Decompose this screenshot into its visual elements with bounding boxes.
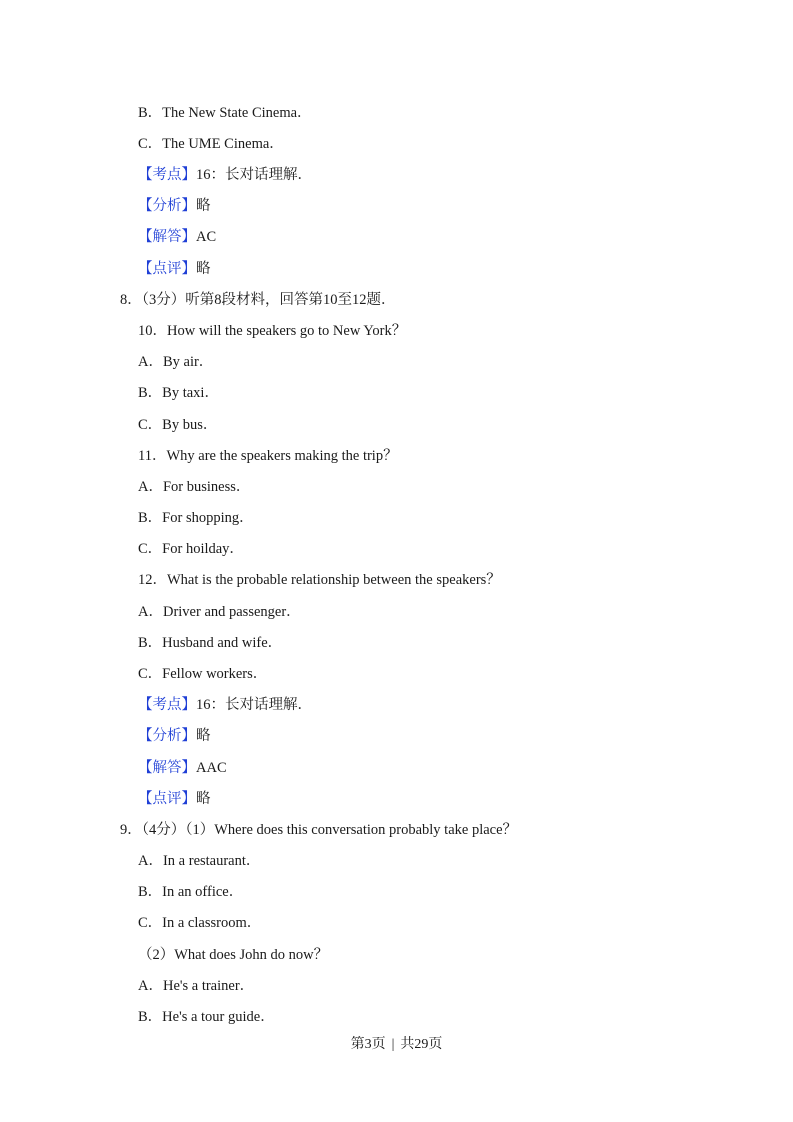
question-line xyxy=(138,883,243,901)
section-tag: 【分析】 xyxy=(138,728,196,744)
line-text: A．For business． xyxy=(138,479,251,495)
answer-line xyxy=(138,260,211,278)
line-text: 11．Why are the speakers making the trip？ xyxy=(138,448,398,464)
question-line xyxy=(138,914,261,932)
line-text: B．He's a tour guide． xyxy=(138,1009,275,1025)
answer-line xyxy=(138,696,312,714)
footer-separator: | xyxy=(391,1037,395,1052)
question-line xyxy=(138,509,254,527)
section-tag: 【考点】 xyxy=(138,167,196,183)
line-text: AAC xyxy=(196,760,227,776)
question-line xyxy=(138,540,244,558)
section-tag: 【点评】 xyxy=(138,261,196,277)
line-text: C．Fellow workers． xyxy=(138,666,268,682)
question-line xyxy=(138,977,254,995)
line-text: 16：长对话理解． xyxy=(196,167,312,183)
section-tag: 【解答】 xyxy=(138,760,196,776)
question-line xyxy=(138,634,282,652)
question-line xyxy=(138,946,328,964)
line-text: B．For shopping． xyxy=(138,510,254,526)
line-text: B．The New State Cinema． xyxy=(138,105,312,121)
line-text: 16：长对话理解． xyxy=(196,697,312,713)
line-text: C．For hoilday． xyxy=(138,541,244,557)
question-line xyxy=(138,135,284,153)
line-text: 略 xyxy=(196,791,211,807)
line-text: AC xyxy=(196,229,217,245)
answer-line xyxy=(138,166,312,184)
line-text: 8．（3分）听第8段材料，回答第10至12题． xyxy=(120,292,396,308)
line-text: 12．What is the probable relationship between the speakers？ xyxy=(138,572,501,588)
question-line xyxy=(138,447,398,465)
line-text: 略 xyxy=(196,198,211,214)
question-line xyxy=(138,384,219,402)
answer-line xyxy=(138,727,211,745)
question-line xyxy=(120,821,517,839)
line-text: B．Husband and wife． xyxy=(138,635,283,651)
line-text: C．In a classroom． xyxy=(138,915,262,931)
question-line xyxy=(120,291,396,309)
line-text: C．The UME Cinema． xyxy=(138,136,284,152)
section-tag: 【解答】 xyxy=(138,229,196,245)
question-line xyxy=(138,571,501,589)
line-text: A．Driver and passenger． xyxy=(138,604,301,620)
page-number-total: 共29页 xyxy=(400,1037,443,1052)
section-tag: 【考点】 xyxy=(138,697,196,713)
question-line xyxy=(138,1008,275,1026)
line-text: 10．How will the speakers go to New York？ xyxy=(138,323,407,339)
line-text: 略 xyxy=(196,728,211,744)
page-footer xyxy=(0,1036,793,1054)
answer-line xyxy=(138,228,216,246)
question-line xyxy=(138,603,301,621)
page-number-current: 第3页 xyxy=(350,1037,386,1052)
line-text: A．In a restaurant． xyxy=(138,853,261,869)
line-text: （2）What does John do now？ xyxy=(138,947,329,963)
section-tag: 【分析】 xyxy=(138,198,196,214)
question-line xyxy=(138,322,406,340)
question-line xyxy=(138,478,250,496)
answer-line xyxy=(138,790,211,808)
line-text: B．By taxi． xyxy=(138,385,219,401)
question-line xyxy=(138,104,312,122)
question-line xyxy=(138,416,217,434)
line-text: A．By air． xyxy=(138,354,214,370)
section-tag: 【点评】 xyxy=(138,791,196,807)
answer-line xyxy=(138,197,211,215)
line-text: 9．（4分）（1）Where does this conversation probably take place？ xyxy=(120,822,518,838)
line-text: A．He's a trainer． xyxy=(138,978,255,994)
question-line xyxy=(138,353,213,371)
line-text: 略 xyxy=(196,261,211,277)
line-text: C．By bus． xyxy=(138,417,218,433)
question-line xyxy=(138,665,267,683)
question-line xyxy=(138,852,260,870)
line-text: B．In an office． xyxy=(138,884,244,900)
answer-line xyxy=(138,759,227,777)
